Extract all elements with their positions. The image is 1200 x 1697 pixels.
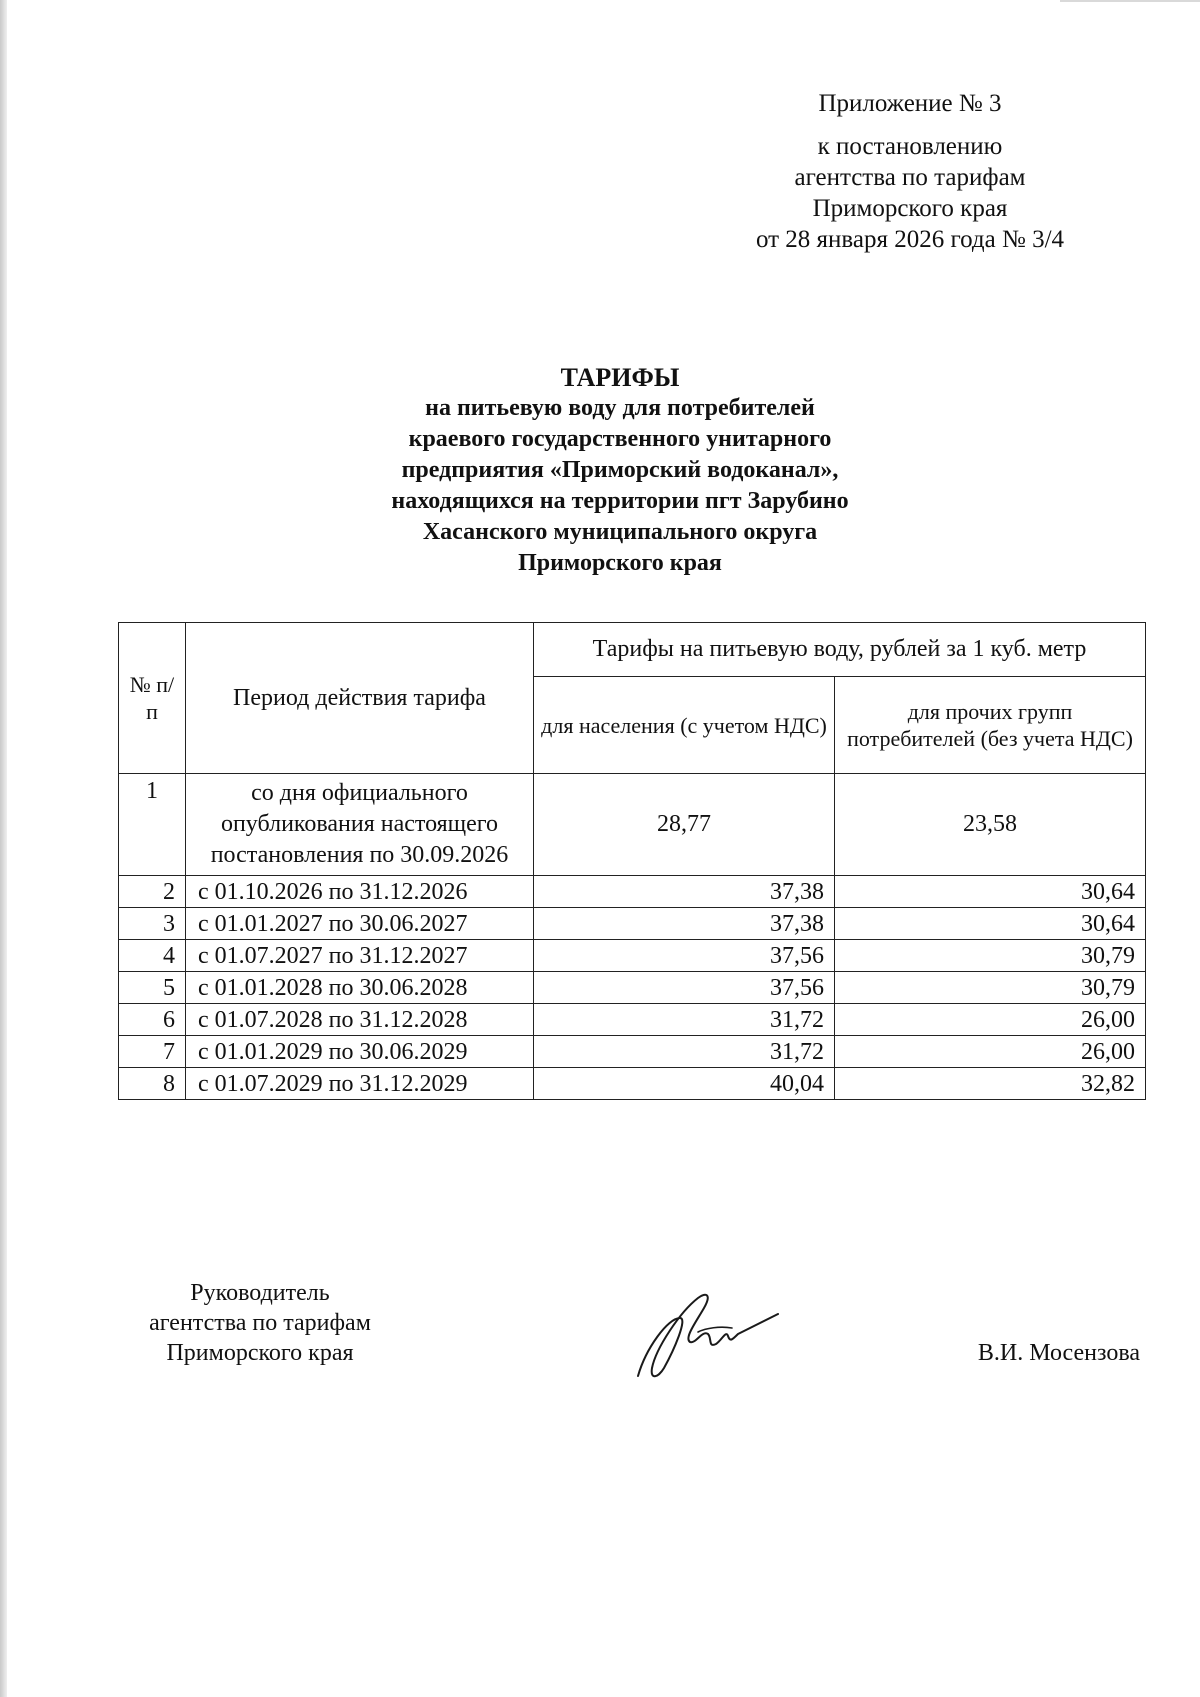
row-period: с 01.07.2027 по 31.12.2027 (186, 940, 534, 972)
row-period: с 01.07.2029 по 31.12.2029 (186, 1068, 534, 1100)
title-line: предприятия «Приморский водоканал», (401, 457, 839, 483)
row-population: 31,72 (534, 1004, 835, 1036)
row-period: с 01.01.2027 по 30.06.2027 (186, 908, 534, 940)
appendix-line: от 28 января 2026 года № 3/4 (755, 226, 1065, 253)
table-row (119, 1004, 1146, 1036)
table-row (119, 876, 1146, 908)
row-no: 2 (119, 876, 186, 908)
appendix-line: Приморского края (812, 195, 1008, 222)
signer-line: Руководитель (190, 1280, 330, 1306)
title-line: находящихся на территории пгт Зарубино (391, 488, 849, 514)
row-no: 5 (119, 972, 186, 1004)
title-line: Приморского края (518, 550, 722, 576)
row-no: 6 (119, 1004, 186, 1036)
table-row (119, 1036, 1146, 1068)
table-header-row (119, 623, 1146, 677)
row-no: 8 (119, 1068, 186, 1100)
appendix-details (700, 131, 1120, 255)
table-row (119, 940, 1146, 972)
title-line: на питьевую воду для потребителей (425, 395, 815, 421)
signer-name: В.И. Мосензова (977, 1340, 1140, 1366)
appendix-line: к постановлению (817, 133, 1003, 160)
row-others: 30,64 (835, 908, 1146, 940)
row-no: 3 (119, 908, 186, 940)
row-others: 26,00 (835, 1036, 1146, 1068)
row-period: со дня официального опубликования настоящего постановления по 30.09.2026 (186, 774, 534, 876)
row-population: 28,77 (534, 774, 835, 876)
table-row (119, 908, 1146, 940)
header-no: № п/п (119, 623, 186, 774)
row-population: 37,56 (534, 972, 835, 1004)
table-row (119, 774, 1146, 876)
row-period: с 01.01.2028 по 30.06.2028 (186, 972, 534, 1004)
scan-mark (1060, 0, 1200, 2)
row-population: 37,56 (534, 940, 835, 972)
header-period: Период действия тарифа (186, 623, 534, 774)
row-no: 4 (119, 940, 186, 972)
header-tariffs-group: Тарифы на питьевую воду, рублей за 1 куб. метр (534, 623, 1146, 677)
row-period: с 01.07.2028 по 31.12.2028 (186, 1004, 534, 1036)
row-population: 37,38 (534, 908, 835, 940)
row-others: 23,58 (835, 774, 1146, 876)
row-period: с 01.01.2029 по 30.06.2029 (186, 1036, 534, 1068)
appendix-number: Приложение № 3 (818, 90, 1002, 117)
signer-line: Приморского края (166, 1340, 354, 1366)
table-row (119, 972, 1146, 1004)
row-population: 40,04 (534, 1068, 835, 1100)
row-others: 30,79 (835, 972, 1146, 1004)
title-line: Хасанского муниципального округа (422, 519, 818, 545)
row-others: 30,79 (835, 940, 1146, 972)
row-others: 32,82 (835, 1068, 1146, 1100)
title-main: ТАРИФЫ (560, 363, 680, 392)
row-population: 31,72 (534, 1036, 835, 1068)
row-others: 26,00 (835, 1004, 1146, 1036)
table-row (119, 1068, 1146, 1100)
row-no: 7 (119, 1036, 186, 1068)
header-others: для прочих групп потребителей (без учета НДС) (835, 677, 1146, 774)
row-others: 30,64 (835, 876, 1146, 908)
tariffs-table (118, 622, 1146, 1100)
title-line: краевого государственного унитарного (408, 426, 832, 452)
signature-icon (628, 1278, 788, 1388)
row-population: 37,38 (534, 876, 835, 908)
signer-position (110, 1278, 410, 1368)
header-population: для населения (с учетом НДС) (534, 677, 835, 774)
row-period: с 01.10.2026 по 31.12.2026 (186, 876, 534, 908)
signer-line: агентства по тарифам (149, 1310, 371, 1336)
scan-edge (0, 0, 7, 1697)
row-no: 1 (119, 774, 186, 876)
document-title (160, 362, 1080, 579)
appendix-line: агентства по тарифам (794, 164, 1026, 191)
